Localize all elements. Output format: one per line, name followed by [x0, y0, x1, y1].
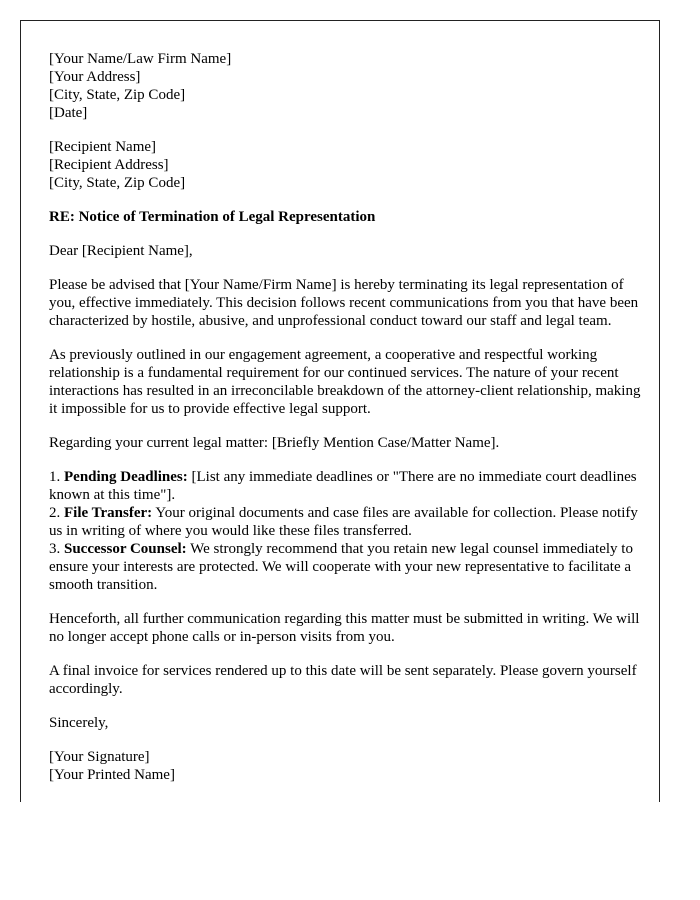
item-label: Pending Deadlines: — [64, 469, 188, 485]
printed-name: [Your Printed Name] — [49, 767, 175, 783]
sender-city: [City, State, Zip Code] — [49, 87, 186, 103]
letter-body — [49, 50, 649, 784]
item-text: We strongly recommend that you retain new legal counsel immediately to ensure your interests are protected. We will cooperate with your new representative to facilitate a smooth transition. — [49, 541, 633, 593]
subject-line: RE: Notice of Termination of Legal Representation — [49, 209, 376, 225]
item-label: File Transfer: — [64, 505, 153, 521]
salutation: Dear [Recipient Name], — [49, 243, 193, 259]
sender-block — [49, 50, 649, 122]
item-number: 3. — [49, 541, 61, 557]
paragraph-intro: Please be advised that [Your Name/Firm Name] is hereby terminating its legal representation of you, effective immediately. This decision follows recent communications from you that have been characterized by hostile, abusive, and unprofessional conduct toward our staff and legal team. — [49, 277, 639, 329]
recipient-name: [Recipient Name] — [49, 139, 157, 155]
letter-date: [Date] — [49, 105, 88, 121]
recipient-address: [Recipient Address] — [49, 157, 169, 173]
recipient-city: [City, State, Zip Code] — [49, 175, 186, 191]
paragraph-invoice: A final invoice for services rendered up to this date will be sent separately. Please govern yourself accordingly. — [49, 663, 637, 697]
sender-name: [Your Name/Law Firm Name] — [49, 51, 232, 67]
paragraph-communication: Henceforth, all further communication regarding this matter must be submitted in writing. We will no longer accept phone calls or in-person visits from you. — [49, 611, 640, 645]
letter-page — [20, 20, 660, 802]
paragraph-agreement: As previously outlined in our engagement agreement, a cooperative and respectful working relationship is a fundamental requirement for our continued services. The nature of your recent interactions has resulted in an irreconcilable breakdown of the attorney-client relationship, making it impossible for us to provide effective legal support. — [49, 347, 641, 417]
sender-address: [Your Address] — [49, 69, 141, 85]
signature: [Your Signature] — [49, 749, 150, 765]
item-text: Your original documents and case files are available for collection. Please notify us in writing of where you would like these files transferred. — [49, 505, 638, 539]
recipient-block — [49, 138, 649, 192]
list-item — [49, 504, 649, 540]
paragraph-matter: Regarding your current legal matter: [Briefly Mention Case/Matter Name]. — [49, 435, 500, 451]
list-item — [49, 540, 649, 594]
signature-block — [49, 748, 649, 784]
item-text: [List any immediate deadlines or "There are no immediate court deadlines known at this time"]. — [49, 469, 637, 503]
item-number: 2. — [49, 505, 61, 521]
action-items-list — [49, 468, 649, 594]
item-label: Successor Counsel: — [64, 541, 187, 557]
item-number: 1. — [49, 469, 61, 485]
list-item — [49, 468, 649, 504]
closing: Sincerely, — [49, 715, 109, 731]
